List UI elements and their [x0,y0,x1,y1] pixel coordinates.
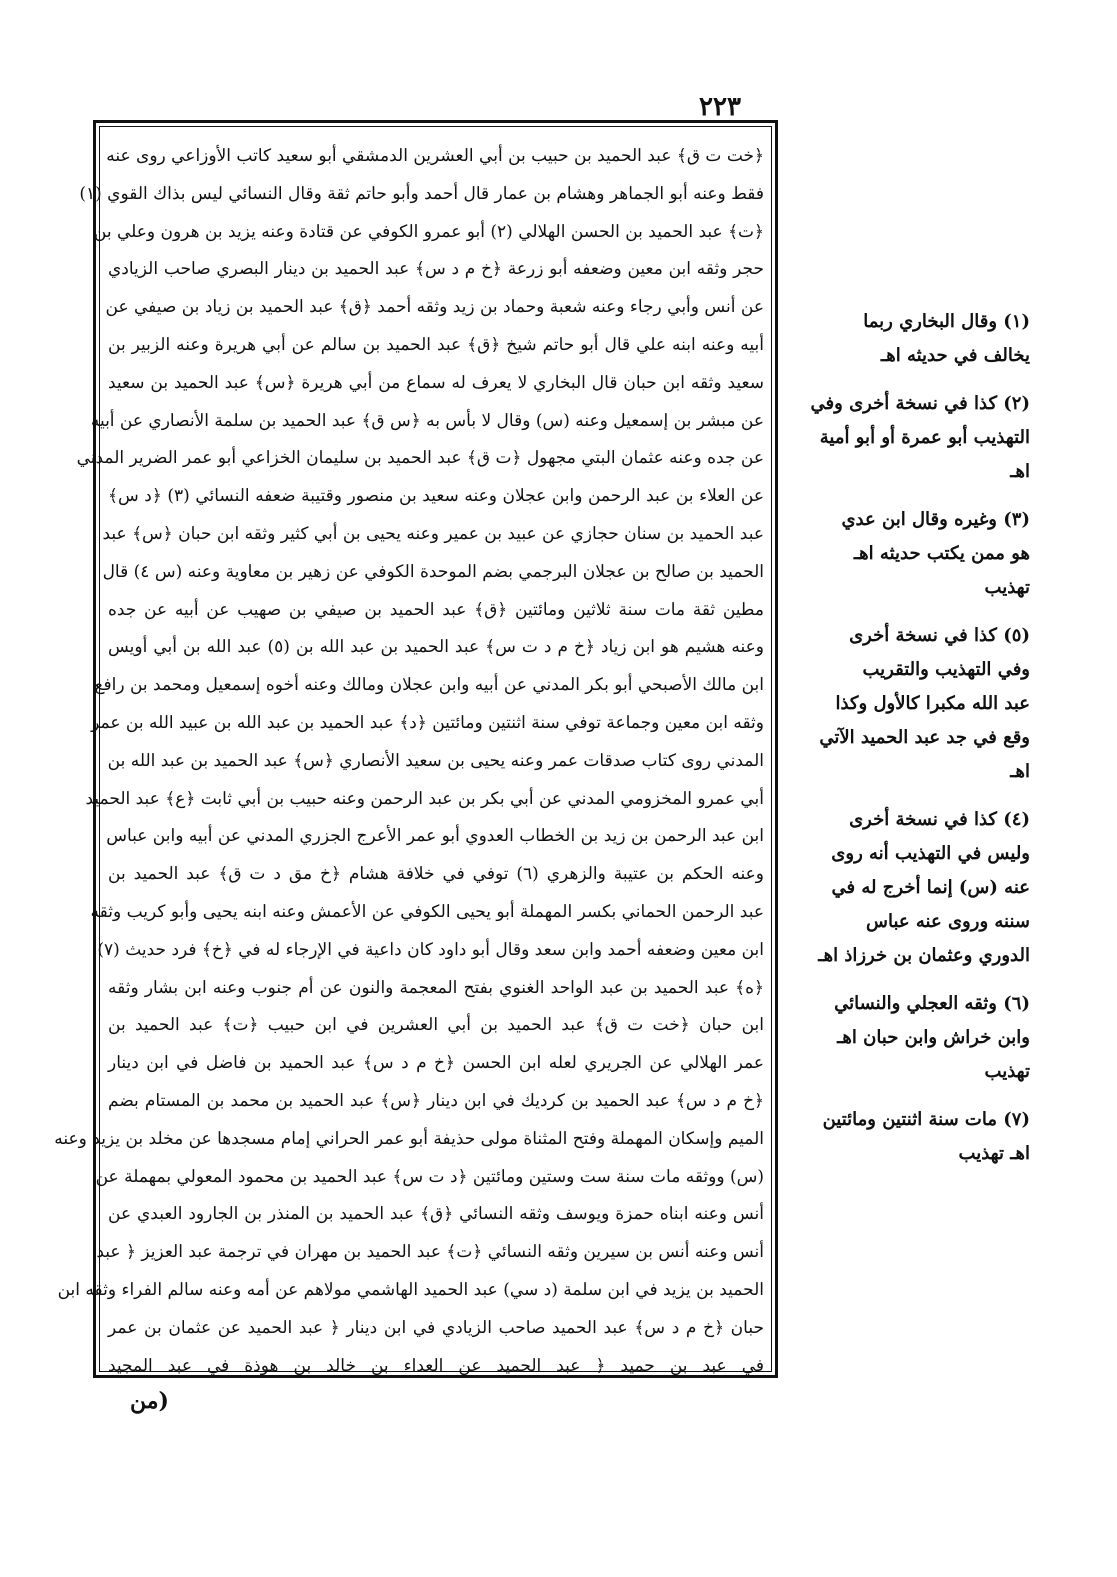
footnote-line: (١) وقال البخاري ربما [863,311,1030,332]
margin-notes [790,305,1030,1205]
text-line: مطين ثقة مات سنة ثلاثين ومائتين ﴿ق﴾ عبد الحميد بن صيفي بن صهيب عن أبيه عن جده [108,599,764,620]
footnote-line: اهـ تهذيب [958,1143,1030,1164]
text-line: عن جده وعنه عثمان البتي مجهول ﴿ت ق﴾ عبد الحميد بن سليمان الخزاعي أبو عمر الضرير المدني [76,448,764,469]
footnote-line: يخالف في حديثه اهـ [880,345,1030,366]
text-line: وثقه ابن معين وجماعة توفي سنة اثنتين ومائتين ﴿د﴾ عبد الحميد بن عبد الله بن عبيد الله بن عمر [91,712,764,733]
footnote-line: التهذيب أبو عمرة أو أبو أمية [819,427,1030,448]
text-line: وعنه هشيم هو ابن زياد ﴿خ م د ت س﴾ عبد الحميد بن عبد الله بن (٥) عبد الله بن أبي أويس [108,637,764,658]
text-line: أبيه وعنه ابنه علي قال أبو حاتم شيخ ﴿ق﴾ عبد الحميد بن سالم عن أبي هريرة وعنه الزبير بن [108,334,764,355]
text-line: ﴿ه﴾ عبد الحميد بن عبد الواحد الغنوي بفتح المعجمة والنون عن أم جنوب وعنه ابن بشار وثقه [108,977,764,998]
footnote-line: (٧) مات سنة اثنتين ومائتين [822,1109,1030,1130]
footnote-line: (٤) كذا في نسخة أخرى [849,809,1030,830]
footnote-line: وقع في جد عبد الحميد الآتي [819,727,1030,748]
footnote-line: عبد الله مكبرا كالأول وكذا [835,693,1030,714]
text-line: عن العلاء بن عبد الرحمن وابن عجلان وعنه سعيد بن منصور وقتيبة ضعفه النسائي (٣) ﴿د س﴾ [108,486,764,507]
text-line: سعيد وثقه ابن حبان قال البخاري لا يعرف له سماع من أبي هريرة ﴿س﴾ عبد الحميد بن سعيد [108,372,764,393]
main-text-block [54,138,764,1376]
text-line: عبد الرحمن الحماني بكسر المهملة أبو يحيى الكوفي عن الأعمش وعنه ابنه يحيى وأبو كريب وثقه [90,901,764,922]
text-line: الميم وإسكان المهملة وفتح المثناة مولى حذيفة أبو عمر الحراني إمام مسجدها عن مخلد بن يزيد وعنه [54,1128,764,1149]
text-line: ﴿خت ت ق﴾ عبد الحميد بن حبيب بن أبي العشرين الدمشقي أبو سعيد كاتب الأوزاعي روى عنه [106,146,764,166]
text-line: أنس وعنه ابناه حمزة ويوسف وثقه النسائي ﴿ق﴾ عبد الحميد بن المنذر بن الجارود العبدي عن [108,1204,764,1225]
footnote-line: وفي التهذيب والتقريب [862,659,1030,680]
footnote-line: وليس في التهذيب أنه روى [831,843,1030,864]
footnote [790,987,1030,1089]
footnote-line: وابن خراش وابن حبان اهـ [837,1027,1030,1048]
text-line: ابن معين وضعفه أحمد وابن سعد وقال أبو داود كان داعية في الإرجاء له في ﴿خ﴾ فرد حديث (٧) [97,939,764,960]
text-line: ﴿ت﴾ عبد الحميد بن الحسن الهلالي (٢) أبو عمرو الكوفي عن قتادة وعنه يزيد بن هرون وعلي بن [93,221,764,242]
footnote-line: (٥) كذا في نسخة أخرى [849,625,1030,646]
text-line: عمر الهلالي عن الجريري لعله ابن الحسن ﴿خ م د س﴾ عبد الحميد بن فاضل في ابن دينار [108,1053,764,1074]
footnote-line: (٢) كذا في نسخة أخرى وفي [810,393,1030,414]
footnote-line: تهذيب [984,1061,1030,1082]
text-line: ﴿خ م د س﴾ عبد الحميد بن كرديك في ابن دينار ﴿س﴾ عبد الحميد بن محمد بن المستام بضم [108,1090,764,1111]
footnote [790,387,1030,489]
text-line: المدني روى كتاب صدقات عمر وعنه يحيى بن سعيد الأنصاري ﴿س﴾ عبد الحميد بن عبد الله بن [107,750,764,771]
footnote-line: (٣) وغيره وقال ابن عدي [841,509,1030,530]
footnote-line: الدوري وعثمان بن خرزاذ اهـ [818,945,1030,966]
footnote [790,503,1030,605]
text-line: وعنه الحكم بن عتيبة والزهري (٦) توفي في خلافة هشام ﴿خ مق د ت ق﴾ عبد الحميد بن [108,864,764,885]
text-line: عن مبشر بن إسمعيل وعنه (س) وقال لا بأس به ﴿س ق﴾ عبد الحميد بن سلمة الأنصاري عن أبيه [90,410,764,431]
text-line: الحميد بن صالح بن عجلان البرجمي بضم الموحدة الكوفي عن زهير بن معاوية وعنه (س ٤) قال [102,561,764,582]
footnote-line: هو ممن يكتب حديثه اهـ [853,543,1030,564]
text-line: أنس وعنه أنس بن سيرين وثقه النسائي ﴿ت﴾ عبد الحميد بن مهران في ترجمة عبد العزيز ﴿ عبد [96,1242,764,1263]
text-line: حجر وثقه ابن معين وضعفه أبو زرعة ﴿خ م د س﴾ عبد الحميد بن دينار البصري صاحب الزيادي [108,259,764,280]
footnote [790,803,1030,973]
footnote-line: اهـ [1010,761,1030,782]
text-line: حبان ﴿خ م د س﴾ عبد الحميد صاحب الزيادي في ابن دينار ﴿ عبد الحميد عن عثمان بن عمر [108,1317,764,1338]
footnote [790,619,1030,789]
text-line: ابن حبان ﴿خت ت ق﴾ عبد الحميد بن أبي العشرين في ابن حبيب ﴿ت﴾ عبد الحميد بن [108,1015,764,1036]
footnote-line: (٦) وثقه العجلي والنسائي [834,993,1030,1014]
footnote-line: اهـ [1010,461,1030,482]
text-line: أبي عمرو المخزومي المدني عن أبي بكر بن عبد الرحمن وعنه حبيب بن أبي ثابت ﴿ع﴾ عبد الحميد [85,788,764,809]
text-line: عبد الحميد بن سنان حجازي عن عبيد بن عمير وعنه يحيى بن أبي كثير وثقه ابن حبان ﴿س﴾ عبد [102,523,764,544]
text-line: (س) ووثقه مات سنة ست وستين ومائتين ﴿د ت س﴾ عبد الحميد بن محمود المعولي بمهملة عن [95,1166,764,1187]
footnote-line: تهذيب [984,577,1030,598]
text-line: في عبد بن حميد ﴿ عبد الحميد عن العداء بن خالد بن هوذة في عبد المجيد [108,1355,764,1376]
text-line: فقط وعنه أبو الجماهر وهشام بن عمار قال أحمد وأبو حاتم ثقة وقال النسائي ليس بذاك القوي (١) [79,183,764,204]
footnote-line: سننه وروى عنه عباس [865,911,1030,932]
footnote-line: عنه (س) إنما أخرج له في [831,877,1030,898]
catchword: (من [130,1388,169,1414]
text-line: ابن عبد الرحمن بن زيد بن الخطاب العدوي أبو عمر الأعرج الجزري المدني عن أبيه وابن عباس [106,826,764,847]
text-line: عن أنس وأبي رجاء وعنه شعبة وحماد بن زيد وثقه أحمد ﴿ق﴾ عبد الحميد بن زياد بن صيفي عن [105,297,764,318]
footnote [790,1103,1030,1171]
text-line: الحميد بن يزيد في ابن سلمة (د سي) عبد الحميد الهاشمي مولاهم عن أمه وعنه سالم الفراء وثقه ابن [57,1279,764,1300]
text-line: ابن مالك الأصبحي أبو بكر المدني عن أبيه وابن عجلان ومالك وعنه أخوه إسمعيل ومحمد بن رافع [94,675,764,696]
footnote [790,305,1030,373]
page-number: ٢٢٣ [699,92,741,122]
